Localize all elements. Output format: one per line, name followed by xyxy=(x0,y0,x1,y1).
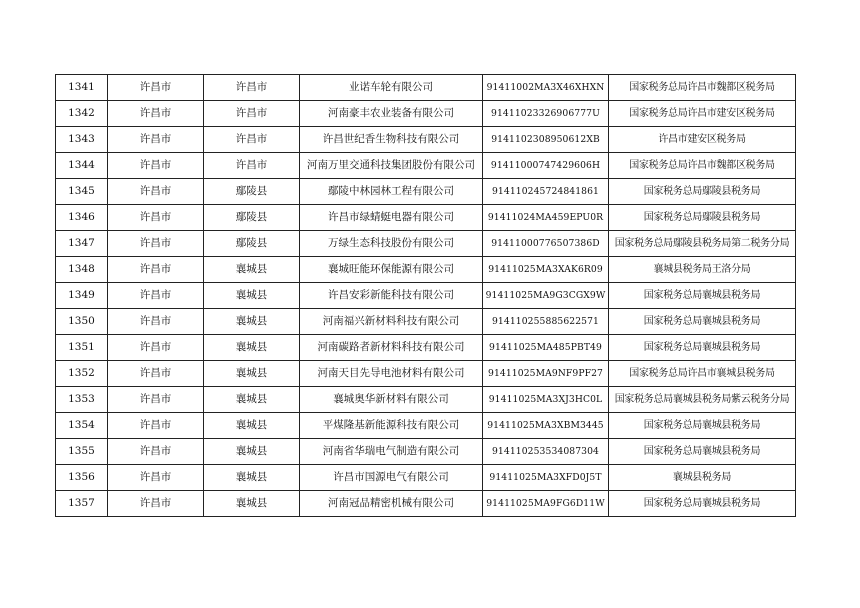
tax-office-cell: 国家税务总局襄城县税务局 xyxy=(609,491,796,517)
tax-office-cell: 国家税务总局襄城县税务局紫云税务分局 xyxy=(609,387,796,413)
tax-office-cell: 国家税务总局许昌市建安区税务局 xyxy=(609,101,796,127)
tax-office-cell: 国家税务总局襄城县税务局 xyxy=(609,309,796,335)
table-row xyxy=(56,465,796,491)
company-name-cell: 许昌安彩新能科技有限公司 xyxy=(300,283,483,309)
table-row xyxy=(56,75,796,101)
table-row xyxy=(56,413,796,439)
company-name-cell: 河南碳路者新材料科技有限公司 xyxy=(300,335,483,361)
tax-id-cell: 91411000747429606H xyxy=(483,153,609,179)
row-number-cell: 1350 xyxy=(56,309,108,335)
county-cell: 襄城县 xyxy=(204,387,300,413)
company-name-cell: 河南福兴新材料科技有限公司 xyxy=(300,309,483,335)
company-name-cell: 河南冠品精密机械有限公司 xyxy=(300,491,483,517)
tax-office-cell: 国家税务总局襄城县税务局 xyxy=(609,335,796,361)
company-name-cell: 河南省华瑞电气制造有限公司 xyxy=(300,439,483,465)
tax-id-cell: 91411025MA3XJ3HC0L xyxy=(483,387,609,413)
table-row xyxy=(56,309,796,335)
row-number-cell: 1351 xyxy=(56,335,108,361)
row-number-cell: 1357 xyxy=(56,491,108,517)
tax-office-cell: 国家税务总局鄢陵县税务局 xyxy=(609,205,796,231)
row-number-cell: 1344 xyxy=(56,153,108,179)
company-name-cell: 许昌世纪香生物科技有限公司 xyxy=(300,127,483,153)
tax-id-cell: 91411025MA9G3CGX9W xyxy=(483,283,609,309)
row-number-cell: 1353 xyxy=(56,387,108,413)
row-number-cell: 1345 xyxy=(56,179,108,205)
city-cell: 许昌市 xyxy=(108,205,204,231)
city-cell: 许昌市 xyxy=(108,283,204,309)
tax-office-cell: 国家税务总局襄城县税务局 xyxy=(609,283,796,309)
table-row xyxy=(56,153,796,179)
tax-office-cell: 许昌市建安区税务局 xyxy=(609,127,796,153)
city-cell: 许昌市 xyxy=(108,231,204,257)
tax-office-cell: 国家税务总局许昌市魏都区税务局 xyxy=(609,153,796,179)
tax-id-cell: 91411025MA9NF9PF27 xyxy=(483,361,609,387)
company-name-cell: 河南天目先导电池材料有限公司 xyxy=(300,361,483,387)
table-row xyxy=(56,491,796,517)
company-name-cell: 万绿生态科技股份有限公司 xyxy=(300,231,483,257)
row-number-cell: 1347 xyxy=(56,231,108,257)
county-cell: 襄城县 xyxy=(204,491,300,517)
county-cell: 襄城县 xyxy=(204,439,300,465)
company-name-cell: 许昌市绿蜻蜓电器有限公司 xyxy=(300,205,483,231)
row-number-cell: 1356 xyxy=(56,465,108,491)
table-row xyxy=(56,205,796,231)
row-number-cell: 1349 xyxy=(56,283,108,309)
table-row xyxy=(56,231,796,257)
tax-office-cell: 国家税务总局襄城县税务局 xyxy=(609,413,796,439)
tax-office-cell: 襄城县税务局 xyxy=(609,465,796,491)
tax-id-cell: 9141102308950612XB xyxy=(483,127,609,153)
table-row xyxy=(56,439,796,465)
county-cell: 襄城县 xyxy=(204,257,300,283)
data-table xyxy=(55,74,796,517)
company-name-cell: 河南豪丰农业装备有限公司 xyxy=(300,101,483,127)
city-cell: 许昌市 xyxy=(108,465,204,491)
company-name-cell: 平煤隆基新能源科技有限公司 xyxy=(300,413,483,439)
tax-id-cell: 91411025MA3XBM3445 xyxy=(483,413,609,439)
county-cell: 鄢陵县 xyxy=(204,179,300,205)
company-name-cell: 鄢陵中林园林工程有限公司 xyxy=(300,179,483,205)
county-cell: 襄城县 xyxy=(204,283,300,309)
table-row xyxy=(56,335,796,361)
table-body xyxy=(56,75,796,517)
tax-id-cell: 91411025MA3XFD0J5T xyxy=(483,465,609,491)
city-cell: 许昌市 xyxy=(108,361,204,387)
tax-id-cell: 91411025MA3XAK6R09 xyxy=(483,257,609,283)
county-cell: 许昌市 xyxy=(204,127,300,153)
tax-office-cell: 国家税务总局鄢陵县税务局第二税务分局 xyxy=(609,231,796,257)
table-row xyxy=(56,179,796,205)
county-cell: 襄城县 xyxy=(204,361,300,387)
table-row xyxy=(56,361,796,387)
city-cell: 许昌市 xyxy=(108,127,204,153)
table-row xyxy=(56,127,796,153)
city-cell: 许昌市 xyxy=(108,179,204,205)
company-name-cell: 河南万里交通科技集团股份有限公司 xyxy=(300,153,483,179)
table-row xyxy=(56,387,796,413)
city-cell: 许昌市 xyxy=(108,387,204,413)
tax-office-cell: 国家税务总局许昌市魏都区税务局 xyxy=(609,75,796,101)
city-cell: 许昌市 xyxy=(108,75,204,101)
tax-id-cell: 91411002MA3X46XHXN xyxy=(483,75,609,101)
county-cell: 襄城县 xyxy=(204,309,300,335)
company-name-cell: 许昌市国源电气有限公司 xyxy=(300,465,483,491)
tax-id-cell: 91411000776507386D xyxy=(483,231,609,257)
company-name-cell: 襄城旺能环保能源有限公司 xyxy=(300,257,483,283)
city-cell: 许昌市 xyxy=(108,335,204,361)
city-cell: 许昌市 xyxy=(108,439,204,465)
tax-id-cell: 91411023326906777U xyxy=(483,101,609,127)
county-cell: 许昌市 xyxy=(204,101,300,127)
row-number-cell: 1354 xyxy=(56,413,108,439)
row-number-cell: 1341 xyxy=(56,75,108,101)
row-number-cell: 1355 xyxy=(56,439,108,465)
row-number-cell: 1346 xyxy=(56,205,108,231)
tax-office-cell: 襄城县税务局王洛分局 xyxy=(609,257,796,283)
row-number-cell: 1343 xyxy=(56,127,108,153)
county-cell: 襄城县 xyxy=(204,413,300,439)
tax-id-cell: 91411025MA485PBT49 xyxy=(483,335,609,361)
city-cell: 许昌市 xyxy=(108,101,204,127)
county-cell: 襄城县 xyxy=(204,465,300,491)
table-row xyxy=(56,283,796,309)
tax-office-cell: 国家税务总局许昌市襄城县税务局 xyxy=(609,361,796,387)
tax-id-cell: 914110245724841861 xyxy=(483,179,609,205)
tax-id-cell: 914110255885622571 xyxy=(483,309,609,335)
table-row xyxy=(56,257,796,283)
company-name-cell: 业诺车轮有限公司 xyxy=(300,75,483,101)
tax-office-cell: 国家税务总局鄢陵县税务局 xyxy=(609,179,796,205)
city-cell: 许昌市 xyxy=(108,491,204,517)
county-cell: 许昌市 xyxy=(204,153,300,179)
county-cell: 许昌市 xyxy=(204,75,300,101)
tax-id-cell: 91411024MA459EPU0R xyxy=(483,205,609,231)
tax-id-cell: 914110253534087304 xyxy=(483,439,609,465)
county-cell: 鄢陵县 xyxy=(204,231,300,257)
county-cell: 鄢陵县 xyxy=(204,205,300,231)
company-name-cell: 襄城奥华新材料有限公司 xyxy=(300,387,483,413)
table-row xyxy=(56,101,796,127)
county-cell: 襄城县 xyxy=(204,335,300,361)
city-cell: 许昌市 xyxy=(108,309,204,335)
tax-office-cell: 国家税务总局襄城县税务局 xyxy=(609,439,796,465)
row-number-cell: 1348 xyxy=(56,257,108,283)
tax-id-cell: 91411025MA9FG6D11W xyxy=(483,491,609,517)
row-number-cell: 1342 xyxy=(56,101,108,127)
city-cell: 许昌市 xyxy=(108,257,204,283)
city-cell: 许昌市 xyxy=(108,153,204,179)
row-number-cell: 1352 xyxy=(56,361,108,387)
city-cell: 许昌市 xyxy=(108,413,204,439)
